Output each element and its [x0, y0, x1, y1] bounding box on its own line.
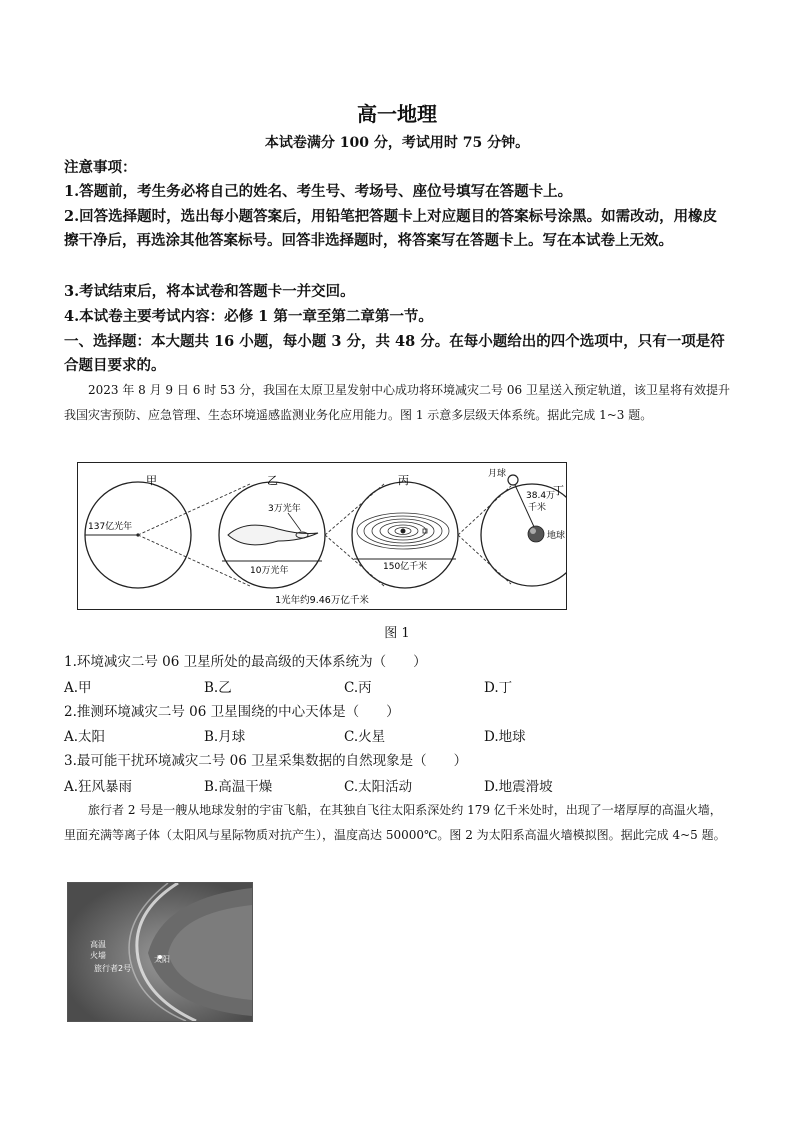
label-earth: 地球 [547, 531, 566, 541]
option-b: B.高温干燥 [204, 779, 273, 795]
figure-1-diagram [78, 463, 566, 609]
figure-1 [77, 462, 567, 610]
label-wall-b: 火墙 [90, 951, 106, 960]
figure-footer: 1光年约9.46万亿千米 [275, 595, 369, 606]
exam-info: 本试卷满分 100 分，考试用时 75 分钟。 [264, 135, 530, 151]
label-384b: 千米 [528, 503, 547, 513]
label-yi: 乙 [267, 474, 278, 487]
notice-heading: 注意事项： [64, 159, 137, 176]
figure-1-caption: 图 1 [384, 626, 410, 641]
question-3: 3.最可能干扰环境减灾二号 06 卫星采集数据的自然现象是（ ） [64, 753, 468, 769]
label-10w: 10万光年 [250, 566, 289, 576]
option-c: C.丙 [344, 680, 372, 696]
section-heading: 一、选择题：本大题共 16 小题，每小题 3 分，共 48 分。在每小题给出的四个选项中，只有一项是符合题目要求的。 [64, 333, 725, 374]
option-a: A.太阳 [64, 729, 106, 745]
notice-item-4: 4.本试卷主要考试内容：必修 1 第一章至第二章第一节。 [64, 308, 433, 325]
label-3w: 3万光年 [268, 504, 301, 514]
option-b: B.乙 [204, 680, 232, 696]
passage-2: 旅行者 2 号是一艘从地球发射的宇宙飞船，在其独自飞往太阳系深处约 179 亿千米处时，出现了一堵厚厚的高温火墙，里面充满等离子体（太阳风与星际物质对抗产生），温度高达 50000℃。图 2 为太阳系高温火墙模拟图。据此完成 4~5 题。 [64, 803, 726, 842]
option-c: C.火星 [344, 729, 386, 745]
option-d: D.地球 [484, 729, 526, 745]
label-voyager: 旅行者2号 [94, 964, 132, 973]
label-moon: 月球 [488, 469, 507, 479]
figure-2 [67, 882, 253, 1022]
label-384a: 38.4万 [526, 491, 556, 501]
question-2-options [64, 725, 724, 745]
label-jia: 甲 [146, 474, 157, 487]
label-137: 137亿光年 [88, 522, 133, 532]
option-d: D.丁 [484, 680, 513, 696]
label-bing: 丙 [398, 474, 409, 487]
option-b: B.月球 [204, 729, 246, 745]
option-c: C.太阳活动 [344, 779, 413, 795]
question-2: 2.推测环境减灾二号 06 卫星围绕的中心天体是（ ） [64, 704, 400, 720]
question-1: 1.环境减灾二号 06 卫星所处的最高级的天体系统为（ ） [64, 654, 427, 670]
notice-item-2: 2.回答选择题时，选出每小题答案后，用铅笔把答题卡上对应题目的答案标号涂黑。如需改动，用橡皮擦干净后，再选涂其他答案标号。回答非选择题时，将答案写在答题卡上。写在本试卷上无效。 [64, 208, 718, 249]
label-ding: 丁 [553, 484, 564, 497]
option-a: A.狂风暴雨 [64, 779, 133, 795]
question-3-options [64, 775, 724, 795]
page-title: 高一地理 [357, 102, 437, 126]
option-d: D.地震滑坡 [484, 779, 553, 795]
figure-2-image [68, 883, 252, 1021]
question-1-options [64, 676, 724, 696]
label-150: 150亿千米 [383, 562, 428, 572]
label-wall-a: 高温 [90, 940, 106, 949]
passage-1: 2023 年 8 月 9 日 6 时 53 分，我国在太原卫星发射中心成功将环境减灾二号 06 卫星送入预定轨道，该卫星将有效提升我国灾害预防、应急管理、生态环境遥感监测业务化应用能力。图 1 示意多层级天体系统。据此完成 1~3 题。 [64, 383, 730, 422]
notice-item-3: 3.考试结束后，将本试卷和答题卡一并交回。 [64, 283, 355, 300]
option-a: A.甲 [64, 680, 92, 696]
notice-item-1: 1.答题前，考生务必将自己的姓名、考生号、考场号、座位号填写在答题卡上。 [64, 183, 573, 200]
label-sun: 太阳 [154, 955, 170, 964]
